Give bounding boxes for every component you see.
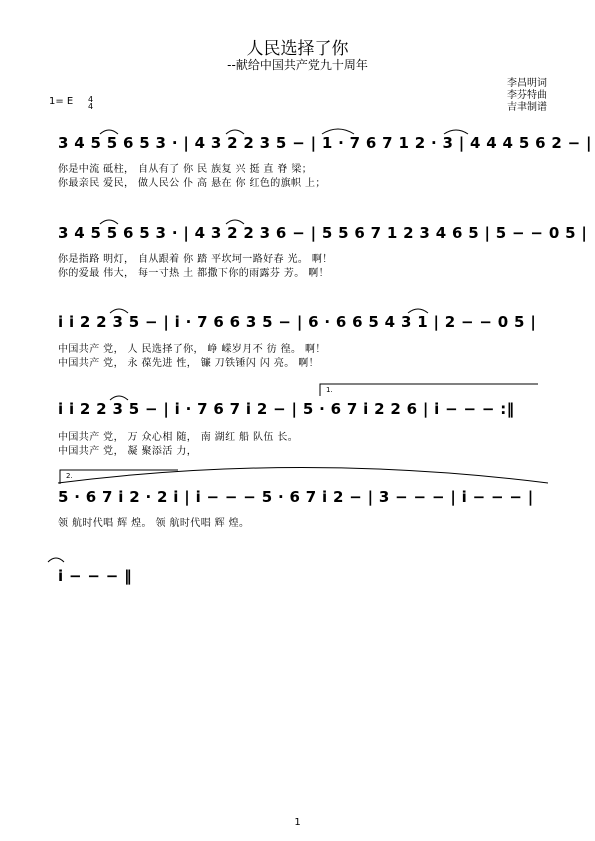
- slur-mark: [226, 220, 244, 224]
- composer-credit: 李芬特曲: [507, 90, 547, 101]
- lyric-line-2-verse-1: 你是指路 明灯， 自从跟着 你 踏 平坎坷一路好春 光。 啊！: [58, 254, 333, 265]
- page-subtitle: --献给中国共产党九十周年: [227, 58, 368, 72]
- lyric-line-5-verse-1: 领 航时代唱 辉 煌。 领 航时代唱 辉 煌。: [58, 518, 250, 529]
- notation-line-6: i − − − ‖: [58, 567, 132, 585]
- slur-mark: [48, 558, 64, 562]
- slur-mark: [322, 129, 354, 134]
- page-title: 人民选择了你: [246, 39, 349, 59]
- page-number: 1: [294, 817, 301, 828]
- lyric-line-2-verse-2: 你的爱最 伟大， 每一寸热 土 都撒下你的雨露芬 芳。 啊！: [58, 268, 330, 279]
- slur-mark: [110, 396, 128, 400]
- slur-mark: [444, 130, 468, 134]
- notation-line-3: i i 2 2 3 5 − | i · 7 6 6 3 5 − | 6 · 6 6 5 4 3 1 | 2 − − 0 5 |: [58, 313, 537, 331]
- volta-2-label: 2.: [66, 472, 73, 480]
- slur-mark: [226, 130, 244, 134]
- volta-1-bracket: [320, 384, 538, 396]
- volta-1-label: 1.: [326, 386, 333, 394]
- key-signature: 1= E: [49, 96, 74, 107]
- transcriber-credit: 吉聿制谱: [507, 102, 547, 113]
- volta-2-bracket: [60, 470, 178, 484]
- slur-mark: [100, 130, 118, 134]
- notation-line-5: 5 · 6 7 i 2 · 2 i | i − − − 5 · 6 7 i 2 − | 3 − − − | i − − − |: [58, 488, 534, 506]
- lyric-line-4-verse-2: 中国共产 党， 凝 聚添活 力，: [58, 446, 198, 457]
- notation-line-1: 3 4 5 5 6 5 3 · | 4 3 2 2 3 5 − | 1 · 7 6 7 1 2 · 3 | 4 4 4 5 6 2 − |: [58, 134, 592, 152]
- lyric-line-1-verse-1: 你是中流 砥柱， 自从有了 你 民 族复 兴 挺 直 脊 梁；: [58, 164, 313, 175]
- notation-line-4: i i 2 2 3 5 − | i · 7 6 7 i 2 − | 5 · 6 7 i 2 2 6 | i − − − :‖: [58, 400, 515, 418]
- lyric-line-3-verse-2: 中国共产 党， 永 葆先进 性， 镰 刀铁锤闪 闪 亮。 啊！: [58, 358, 320, 369]
- lyric-line-4-verse-1: 中国共产 党， 万 众心相 随， 南 湖红 船 队伍 长。: [58, 432, 299, 443]
- slur-mark: [110, 309, 128, 313]
- lyric-line-1-verse-2: 你最亲民 爱民， 做人民公 仆 高 悬在 你 红色的旗帜 上；: [58, 178, 326, 189]
- time-sig-top: 4: [88, 95, 94, 104]
- slur-mark: [100, 220, 118, 224]
- lyricist-credit: 李昌明词: [507, 78, 547, 89]
- lyric-line-3-verse-1: 中国共产 党， 人 民选择了你， 峥 嵘岁月不 彷 徨。 啊！: [58, 344, 326, 355]
- time-sig-bottom: 4: [88, 102, 94, 111]
- notation-line-2: 3 4 5 5 6 5 3 · | 4 3 2 2 3 6 − | 5 5 6 7 1 2 3 4 6 5 | 5 − − 0 5 |: [58, 224, 588, 242]
- slur-mark: [408, 309, 428, 313]
